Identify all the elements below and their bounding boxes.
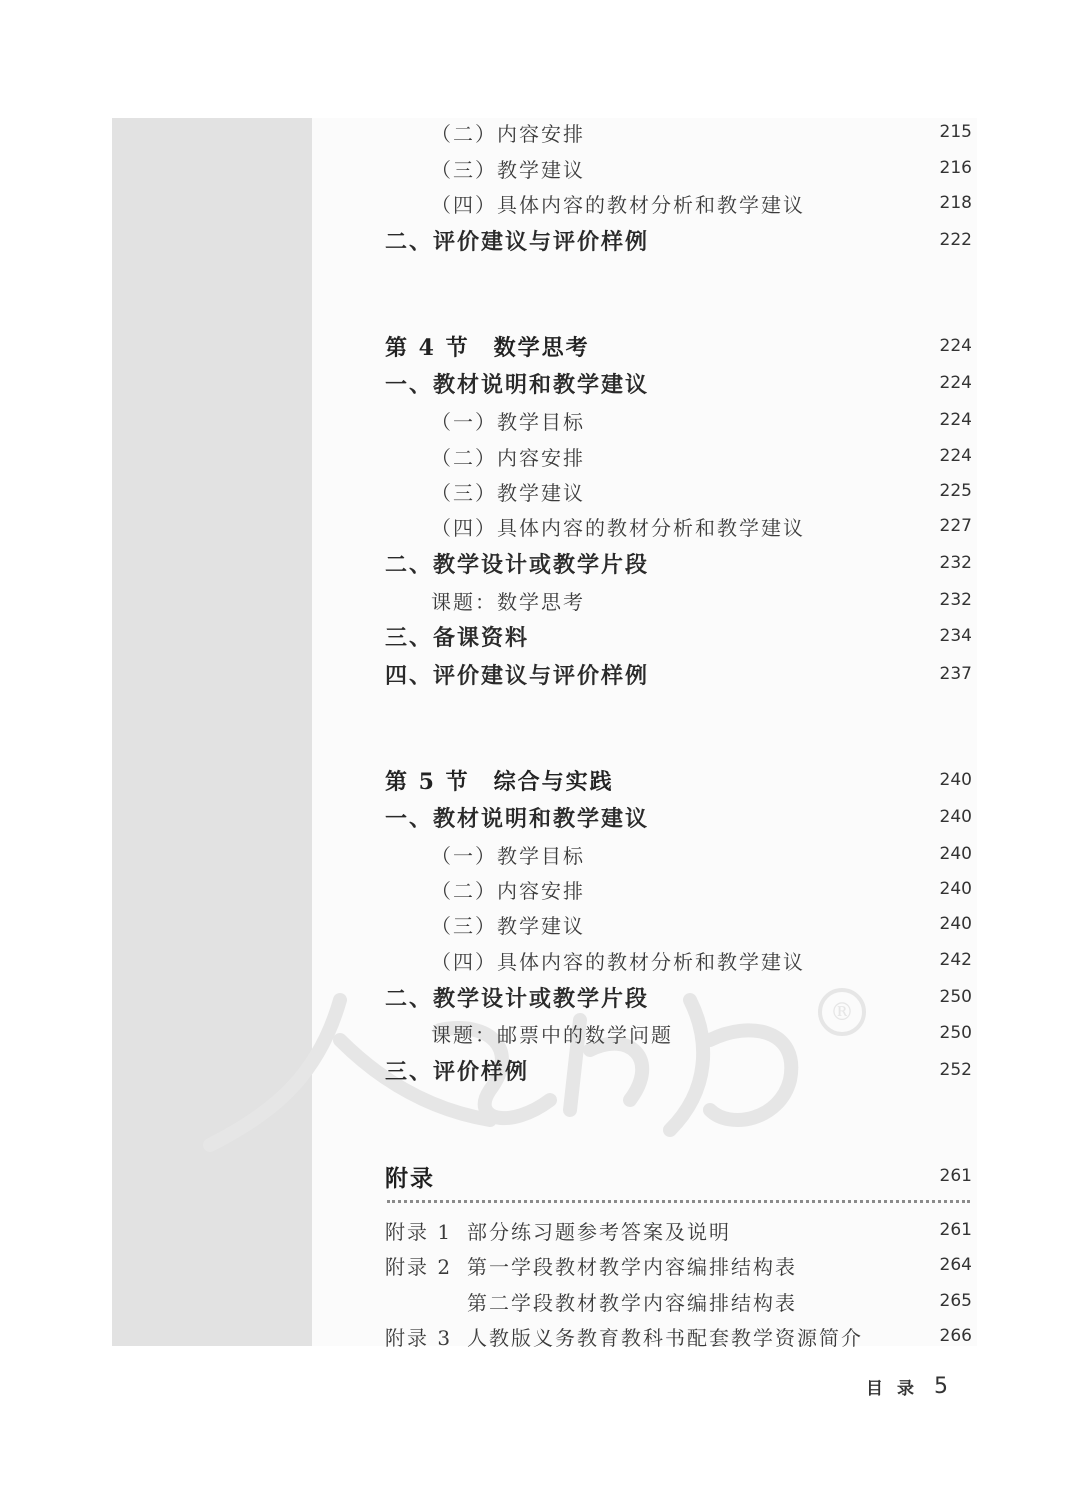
- toc-entry-label: （二）内容安排: [431, 121, 585, 146]
- toc-entry[interactable]: [385, 224, 972, 256]
- appendix-heading[interactable]: [385, 1160, 972, 1192]
- appendix-entry[interactable]: [385, 1320, 972, 1352]
- toc-entry-label: （三）教学建议: [431, 913, 585, 938]
- appendix-title: 附录: [385, 1164, 435, 1192]
- appendix-entry[interactable]: [385, 1285, 972, 1317]
- toc-chapter-entry[interactable]: [385, 330, 972, 362]
- toc-page-number: 234: [939, 626, 972, 646]
- appendix-tag: 附录 3: [385, 1325, 453, 1350]
- toc-page-number: 266: [939, 1326, 972, 1346]
- toc-entry[interactable]: [385, 1017, 972, 1049]
- toc-entry-label: 二、教学设计或教学片段: [385, 985, 650, 1012]
- registered-mark: ®: [830, 998, 854, 1026]
- toc-entry-label: （一）教学目标: [431, 409, 585, 434]
- toc-page-number: 237: [939, 664, 972, 684]
- toc-chapter-label: 第 5 节 综合与实践: [385, 768, 614, 795]
- toc-page-number: 252: [939, 1060, 972, 1080]
- toc-page-number: 250: [939, 1023, 972, 1043]
- toc-page-number: 261: [939, 1220, 972, 1240]
- appendix-entry-text: 人教版义务教育教科书配套教学资源简介: [467, 1325, 863, 1350]
- toc-entry[interactable]: [385, 475, 972, 507]
- toc-page-number: 265: [939, 1291, 972, 1311]
- toc-page-number: 240: [939, 844, 972, 864]
- appendix-entry-text: 部分练习题参考答案及说明: [467, 1219, 731, 1244]
- toc-entry-label: （四）具体内容的教材分析和教学建议: [431, 192, 805, 217]
- appendix-entry-text: 第一学段教材教学内容编排结构表: [467, 1254, 797, 1279]
- toc-page-number: 240: [939, 807, 972, 827]
- toc-page-number: 250: [939, 987, 972, 1007]
- toc-entry[interactable]: [385, 908, 972, 940]
- toc-entry-label: （三）教学建议: [431, 157, 585, 182]
- toc-page-number: 224: [939, 336, 972, 356]
- toc-entry[interactable]: [385, 838, 972, 870]
- toc-entry-label: 一、教材说明和教学建议: [385, 371, 650, 398]
- toc-page-number: 218: [939, 193, 972, 213]
- toc-page-number: 224: [939, 446, 972, 466]
- toc-entry[interactable]: [385, 944, 972, 976]
- toc-entry-label: 四、评价建议与评价样例: [385, 662, 650, 689]
- toc-entry-label: 三、备课资料: [385, 624, 530, 651]
- toc-entry[interactable]: [385, 187, 972, 219]
- toc-entry[interactable]: [385, 620, 972, 652]
- toc-page-number: 225: [939, 481, 972, 501]
- toc-entry[interactable]: [385, 658, 972, 690]
- toc-entry-label: （四）具体内容的教材分析和教学建议: [431, 949, 805, 974]
- appendix-tag: 附录 1: [385, 1219, 453, 1244]
- appendix-entry-label: [385, 1322, 863, 1351]
- toc-entry-label: 二、教学设计或教学片段: [385, 551, 650, 578]
- toc-entry-label: （四）具体内容的教材分析和教学建议: [431, 515, 805, 540]
- toc-page-number: 240: [939, 914, 972, 934]
- toc-page-number: 227: [939, 516, 972, 536]
- appendix-entry[interactable]: [385, 1249, 972, 1281]
- toc-entry-label: 三、评价样例: [385, 1058, 530, 1085]
- toc-page-number: 224: [939, 410, 972, 430]
- appendix-entry-text: 第二学段教材教学内容编排结构表: [467, 1290, 797, 1315]
- toc-entry[interactable]: [385, 981, 972, 1013]
- toc-entry[interactable]: [385, 584, 972, 616]
- appendix-entry-label: [385, 1216, 731, 1245]
- toc-entry[interactable]: [385, 152, 972, 184]
- footer-page-number: 5: [934, 1373, 948, 1399]
- toc-entry-label: 一、教材说明和教学建议: [385, 805, 650, 832]
- toc-page-number: 232: [939, 553, 972, 573]
- toc-page-number: 216: [939, 158, 972, 178]
- toc-page-number: 261: [939, 1166, 972, 1186]
- toc-entry[interactable]: [385, 801, 972, 833]
- toc-chapter-entry[interactable]: [385, 764, 972, 796]
- toc-entry[interactable]: [385, 1054, 972, 1086]
- toc-page-number: 224: [939, 373, 972, 393]
- toc-page-number: 232: [939, 590, 972, 610]
- toc-entry[interactable]: [385, 440, 972, 472]
- toc-page-number: 215: [939, 122, 972, 142]
- toc-entry-label: （二）内容安排: [431, 445, 585, 470]
- appendix-entry-label: [385, 1251, 797, 1280]
- appendix-entry[interactable]: [385, 1214, 972, 1246]
- toc-entry-label: 课题：数学思考: [431, 589, 585, 614]
- footer-label: 目录: [866, 1378, 928, 1399]
- toc-page-number: 264: [939, 1255, 972, 1275]
- toc-entry[interactable]: [385, 367, 972, 399]
- toc-entry-label: （三）教学建议: [431, 480, 585, 505]
- appendix-tag: 附录 2: [385, 1254, 453, 1279]
- toc-entry-label: 课题：邮票中的数学问题: [431, 1022, 673, 1047]
- toc-page-number: 242: [939, 950, 972, 970]
- toc-entry[interactable]: [385, 873, 972, 905]
- dotted-divider: [387, 1200, 970, 1203]
- toc-entry[interactable]: [385, 116, 972, 148]
- page-footer: [866, 1370, 948, 1402]
- toc-page-number: 222: [939, 230, 972, 250]
- toc-entry[interactable]: [385, 547, 972, 579]
- toc-entry-label: （二）内容安排: [431, 878, 585, 903]
- toc-entry[interactable]: [385, 510, 972, 542]
- toc-entry-label: （一）教学目标: [431, 843, 585, 868]
- toc-page-number: 240: [939, 879, 972, 899]
- toc-entry-label: 二、评价建议与评价样例: [385, 228, 650, 255]
- toc-page-number: 240: [939, 770, 972, 790]
- toc-chapter-label: 第 4 节 数学思考: [385, 334, 590, 361]
- toc-entry[interactable]: [385, 404, 972, 436]
